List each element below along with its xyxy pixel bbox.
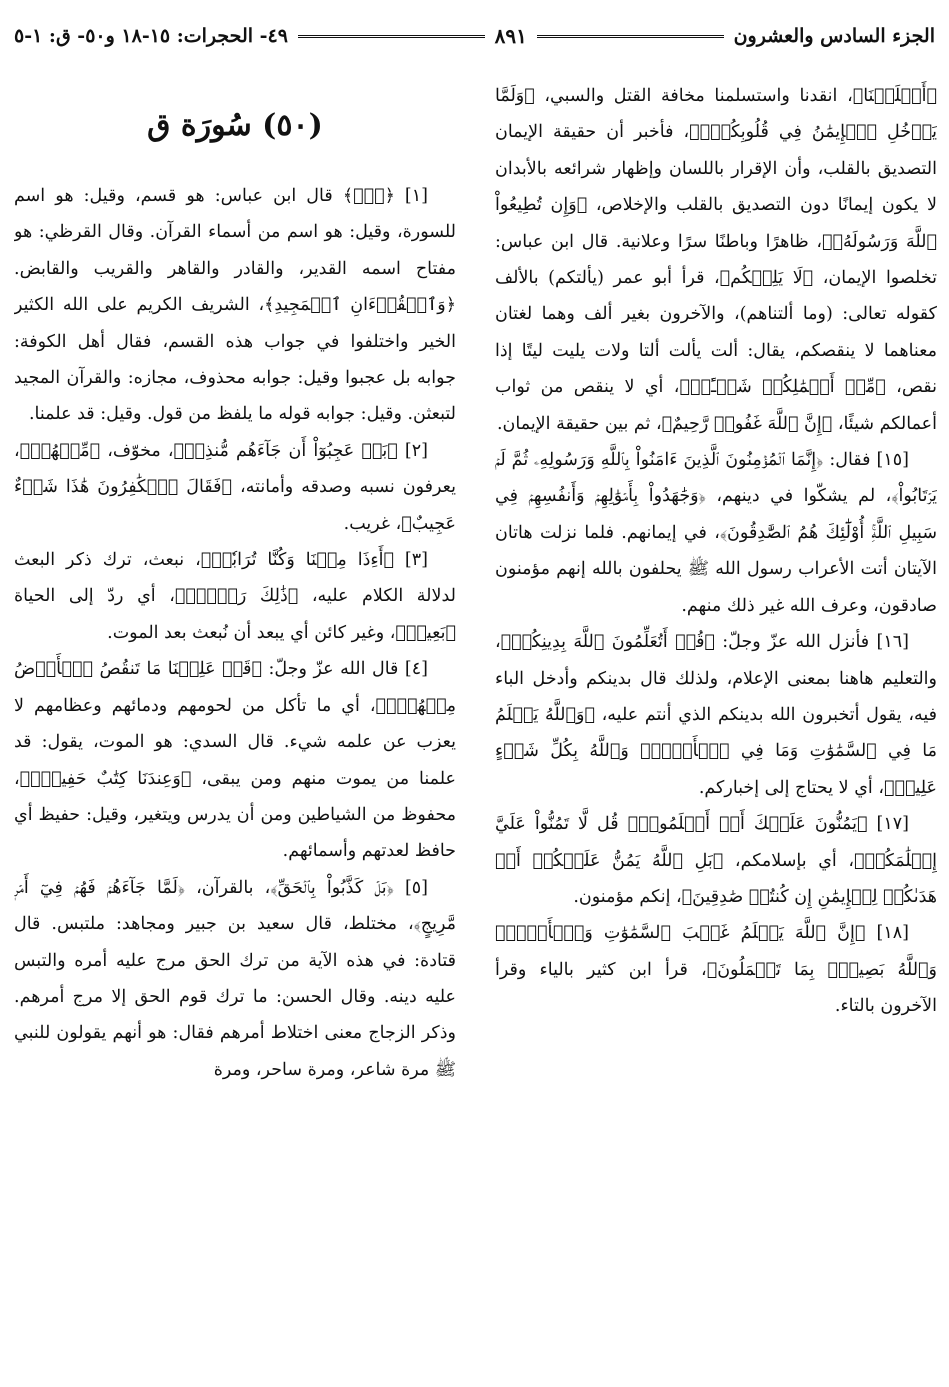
paragraph-l5-verse-5: [٥] ﴿بَلۡ كَذَّبُواْ بِٱلۡحَقِّ﴾، بالقرآن، ﴿لَمَّا جَآءَهُمۡ فَهُمۡ فِيٓ أَمۡرٖ مَّرِيجٍ﴾، مختلط، قال سعيد بن جبير ومجاهد: ملتبس. قال قتادة: في هذه الآية من ترك الحق مرج عليه أمره والتبس عليه دينه. وقال الحسن: ما ترك قوم الحق إلا مرج أمرهم. وذكر الزجاج معنى اختلاط أمرهم فقال: هو أنهم يقولون للنبي ﷺ مرة شاعر، ومرة ساحر، ومرة	[14, 877, 456, 1080]
paragraph-l4-verse-4: [٤] قال الله عزّ وجلّ: ﴿قَدۡ عَلِمۡنَا مَا تَنقُصُ ٱلۡأَرۡضُ مِنۡهُمۡۖ﴾، أي ما تأكل من لحومهم ودمائهم وعظامهم لا يعزب عن علمه شيء. قال السدي: هو الموت، يقول: قد علمنا من يموت منهم ومن يبقى، ﴿وَعِندَنَا كِتَٰبٌ حَفِيظُۢ﴾، محفوظ من الشياطين ومن أن يدرس ويتغير، وقيل: حفيظ أي حافظ لعدتهم وأسمائهم.	[14, 659, 456, 862]
header-surah-range: ٤٩- الحجرات: ١٥-١٨ و٥٠- ق: ١-٥	[13, 25, 288, 47]
header-rule-left	[537, 35, 724, 38]
surah-title: (٥٠) سُورَة ق	[147, 108, 323, 143]
running-header	[14, 18, 935, 54]
paragraph-r4-verse-17: [١٧] ﴿يَمُنُّونَ عَلَيۡكَ أَنۡ أَسۡلَمُواْۖ قُل لَّا تَمُنُّواْ عَلَيَّ إِسۡلَٰمَكُمۖ﴾، أي بإسلامكم، ﴿بَلِ ٱللَّهُ يَمُنُّ عَلَيۡكُمۡ أَنۡ هَدَىٰكُمۡ لِلۡإِيمَٰنِ إِن كُنتُمۡ صَٰدِقِينَ﴾، إنكم مؤمنون.	[495, 814, 937, 907]
paragraph-l2-verse-2: [٢] ﴿بَلۡ عَجِبُوٓاْ أَن جَآءَهُم مُّنذِرٞ﴾، مخوّف، ﴿مِّنۡهُمۡ﴾، يعرفون نسبه وصدقه وأمانته، ﴿فَقَالَ ٱلۡكَٰفِرُونَ هَٰذَا شَيۡءٌ عَجِيبٌ﴾، غريب.	[14, 440, 456, 534]
paragraph-r2-verse-15: [١٥] فقال: ﴿إِنَّمَا ٱلۡمُؤۡمِنُونَ ٱلَّذِينَ ءَامَنُواْ بِٱللَّهِ وَرَسُولِهِۦ ثُمَّ لَمۡ يَرۡتَابُواْ﴾، لم يشكّوا في دينهم، ﴿وَجَٰهَدُواْ بِأَمۡوَٰلِهِمۡ وَأَنفُسِهِمۡ فِي سَبِيلِ ٱللَّهِۚ أُوْلَٰٓئِكَ هُمُ ٱلصَّٰدِقُونَ﴾، في إيمانهم. فلما نزلت هاتان الآيتان أتت الأعراب رسول الله ﷺ يحلفون بالله إنهم مؤمنون صادقون، وعرف الله غير ذلك منهم.	[495, 450, 937, 616]
paragraph-r3-verse-16: [١٦] فأنزل الله عزّ وجلّ: ﴿قُلۡ أَتُعَلِّمُونَ ٱللَّهَ بِدِينِكُمۡ﴾، والتعليم هاهنا بمعنى الإعلام، ولذلك قال بدينكم وأدخل الباء فيه، يقول أتخبرون الله بدينكم الذي أنتم عليه، ﴿وَٱللَّهُ يَعۡلَمُ مَا فِي ٱلسَّمَٰوَٰتِ وَمَا فِي ٱلۡأَرۡضِۚ وَٱللَّهُ بِكُلِّ شَيۡءٍ عَلِيمٞ﴾، أي لا يحتاج إلى إخباركم.	[495, 632, 937, 798]
right-column	[495, 78, 937, 1368]
header-part-title: الجزء السادس والعشرون	[733, 25, 935, 47]
paragraph-r1: ﴿أَسۡلَمۡنَا﴾، انقدنا واستسلمنا مخافة القتل والسبي، ﴿وَلَمَّا يَدۡخُلِ ٱلۡإِيمَٰنُ فِي قُلُوبِكُمۡۖ﴾، فأخبر أن حقيقة الإيمان التصديق بالقلب، وأن الإقرار باللسان وإظهار شرائعه بالأبدان لا يكون إيمانًا دون التصديق بالقلب والإخلاص، ﴿وَإِن تُطِيعُواْ ٱللَّهَ وَرَسُولَهُۥ﴾، ظاهرًا وباطنًا سرًا وعلانية. قال ابن عباس: تخلصوا الإيمان، ﴿لَا يَلِتۡكُم﴾، قرأ أبو عمر (يألتكم) بالألف كقوله تعالى: (وما ألتناهم)، والآخرون بغير ألف وهما لغتان معناهما لا ينقصكم، يقال: ألت يألت ألتا ولات يليت ليتًا إذا نقص، ﴿مِّنۡ أَعۡمَٰلِكُمۡ شَيۡـًٔاۚ﴾، أي لا ينقص من ثواب أعمالكم شيئًا، ﴿إِنَّ ٱللَّهَ غَفُورٞ رَّحِيمٌ﴾، ثم بين حقيقة الإيمان.	[495, 86, 937, 434]
paragraph-l3-verse-3: [٣] ﴿أَءِذَا مِتۡنَا وَكُنَّا تُرَابٗاۖ﴾، نبعث، ترك ذكر البعث لدلالة الكلام عليه، ﴿ذَٰلِكَ رَجۡعُۢ﴾، أي ردّ إلى الحياة ﴿بَعِيدٞ﴾، وغير كائن أي يبعد أن نُبعث بعد الموت.	[14, 550, 456, 643]
paragraph-r5-verse-18: [١٨] ﴿إِنَّ ٱللَّهَ يَعۡلَمُ غَيۡبَ ٱلسَّمَٰوَٰتِ وَٱلۡأَرۡضِۚ وَٱللَّهُ بَصِيرُۢ بِمَا تَعۡمَلُونَ﴾، قرأ ابن كثير بالياء وقرأ الآخرون بالتاء.	[495, 923, 937, 1017]
header-rule-right	[298, 35, 485, 38]
page-number: ٨٩١	[494, 24, 527, 48]
left-column	[14, 78, 456, 1368]
paragraph-l1-verse-1: [١] ﴿قٓۚ﴾ قال ابن عباس: هو قسم، وقيل: هو اسم للسورة، وقيل: هو اسم من أسماء القرآن. وقال القرظي: هو مفتاح اسمه القدير، والقادر والقاهر والقريب والقابض. ﴿وَٱلۡقُرۡءَانِ ٱلۡمَجِيدِ﴾، الشريف الكريم على الله الكثير الخير واختلفوا في جواب هذه القسم، فقال أهل الكوفة: جوابه بل عجبوا وقيل: جوابه محذوف، مجازه: والقرآن المجيد لتبعثن. وقيل: جوابه قوله ما يلفظ من قول. وقيل: قد علمنا.	[14, 186, 456, 425]
